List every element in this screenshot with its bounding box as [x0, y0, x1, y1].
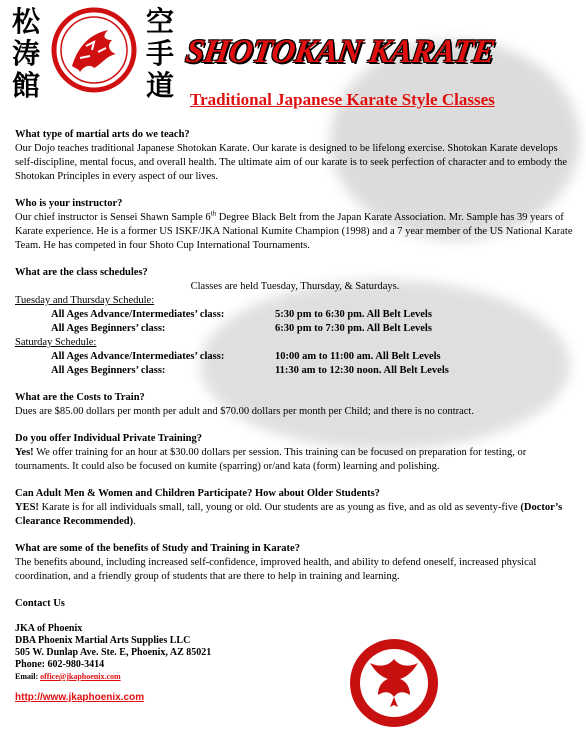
contact-heading: Contact Us — [15, 598, 65, 609]
contact-details — [15, 623, 575, 683]
schedule-row — [15, 308, 575, 322]
question-heading: Can Adult Men & Women and Children Participate? How about Older Students? — [15, 488, 380, 499]
contact-org: JKA of Phoenix — [15, 623, 83, 634]
contact-dba: DBA Phoenix Martial Arts Supplies LLC — [15, 635, 191, 646]
answer-part: Our chief instructor is Sensei Shawn Sample 6 — [15, 212, 211, 223]
section-contact — [15, 597, 575, 705]
kanji-char: 道 — [145, 69, 174, 102]
answer-text — [15, 211, 575, 253]
schedule-row — [15, 364, 575, 378]
kanji-char: 手 — [145, 37, 174, 70]
contact-address: 505 W. Dunlap Ave. Ste. E, Phoenix, AZ 85021 — [15, 647, 212, 658]
answer-text — [15, 446, 575, 474]
section-participation — [15, 487, 575, 529]
website-link[interactable]: http://www.jkaphoenix.com — [15, 692, 145, 703]
kanji-char: 空 — [145, 5, 174, 38]
kanji-shotokan — [6, 6, 46, 102]
contact-phone: Phone: 602-980-3414 — [15, 659, 105, 670]
kanji-char: 松 — [11, 5, 40, 38]
kanji-char: 館 — [11, 69, 40, 102]
section-martial-arts — [15, 128, 575, 184]
website-line — [15, 691, 575, 705]
schedule-intro: Classes are held Tuesday, Thursday, & Saturdays. — [190, 281, 400, 292]
question-heading: Who is your instructor? — [15, 198, 123, 209]
page-subtitle: Traditional Japanese Karate Style Classes — [190, 90, 495, 109]
answer-part: We offer training for an hour at $30.00 dollars per session. This training can be focused on preparation for testing, or tournaments. It could also be focused on kumite (sparring) or/and kata (form) learning and polishing. — [15, 447, 527, 472]
schedule-heading-tue-thu: Tuesday and Thursday Schedule: — [15, 295, 155, 306]
answer-text — [15, 501, 575, 529]
class-time: 10:00 am to 11:00 am. All Belt Levels — [275, 351, 441, 362]
email-label: Email: — [15, 672, 41, 681]
content-body — [15, 128, 575, 705]
question-heading: What are the Costs to Train? — [15, 392, 145, 403]
class-name: All Ages Advance/Intermediates’ class: — [51, 351, 225, 362]
class-time: 5:30 pm to 6:30 pm. All Belt Levels — [275, 309, 432, 320]
phoenix-logo-icon — [348, 637, 440, 729]
class-time: 6:30 pm to 7:30 pm. All Belt Levels — [275, 323, 432, 334]
class-name: All Ages Advance/Intermediates’ class: — [51, 309, 225, 320]
class-name: All Ages Beginners’ class: — [51, 323, 166, 334]
answer-emphasis: Yes! — [15, 447, 34, 458]
answer-text: The benefits abound, including increased self-confidence, improved health, and ability to defend oneself, increased physical coordination, and a friendly group of students that are there to help in training and learning. — [15, 557, 537, 582]
schedule-row — [15, 322, 575, 336]
section-costs — [15, 391, 575, 419]
section-instructor — [15, 197, 575, 253]
answer-part: . — [133, 516, 136, 527]
answer-text: Dues are $85.00 dollars per month per adult and $70.00 dollars per month per Child; and there is no contract. — [15, 406, 474, 417]
answer-emphasis: YES! — [15, 502, 39, 513]
question-heading: Do you offer Individual Private Training? — [15, 433, 202, 444]
contact-email-line — [15, 671, 575, 683]
answer-text: Our Dojo teaches traditional Japanese Shotokan Karate. Our karate is designed to be lifelong exercise. Shotokan Karate develops self-discipline, mental focus, and overall health. The ultimate aim of our karate is to seek perfection of character and to embody the Shotokan Principles in every aspect of our lives. — [15, 143, 568, 182]
schedule-row — [15, 350, 575, 364]
section-schedule — [15, 266, 575, 378]
question-heading: What are some of the benefits of Study and Training in Karate? — [15, 543, 300, 554]
question-heading: What type of martial arts do we teach? — [15, 129, 190, 140]
email-link[interactable]: office@jkaphoenix.com — [40, 672, 121, 681]
class-time: 11:30 am to 12:30 noon. All Belt Levels — [275, 365, 449, 376]
schedule-heading-saturday: Saturday Schedule: — [15, 337, 97, 348]
class-name: All Ages Beginners’ class: — [51, 365, 166, 376]
section-private-training — [15, 432, 575, 474]
kanji-char: 涛 — [11, 37, 40, 70]
answer-part: Karate is for all individuals small, tall, young or old. Our students are as young as five, and as old as seventy-five — [38, 502, 521, 513]
section-benefits — [15, 542, 575, 584]
page-title: SHOTOKAN KARATE — [183, 34, 497, 70]
question-heading: What are the class schedules? — [15, 267, 148, 278]
ordinal-superscript: th — [210, 209, 217, 218]
answer-note: (Doctor’s Clearance Recommended) — [15, 502, 563, 527]
tiger-logo-icon — [50, 6, 138, 94]
answer-part: Degree Black Belt from the Japan Karate Association. Mr. Sample has 39 years of Karate experience. He is a former US ISKF/JKA National Kumite Champion (1998) and a 7 year member of the US National Karate Team. He has competed in four Shoto Cup International Tournaments. — [15, 212, 573, 251]
kanji-karatedo — [140, 6, 180, 102]
